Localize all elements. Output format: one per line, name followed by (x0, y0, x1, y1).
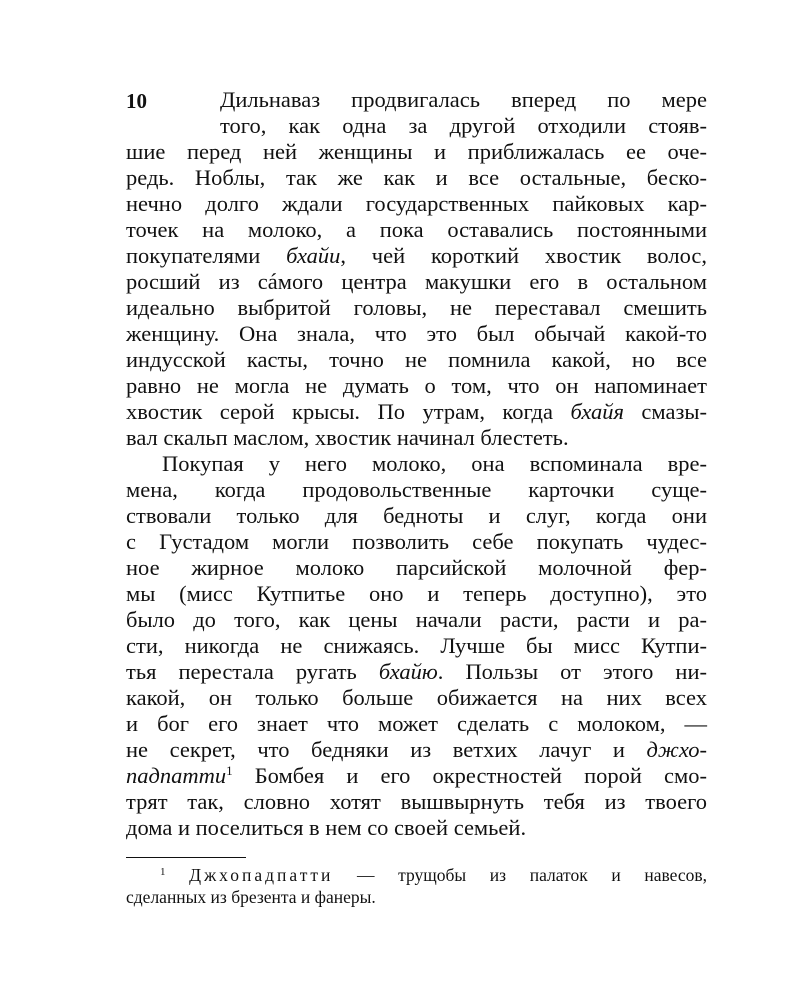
text-line (126, 243, 707, 269)
text-line: женщину. Она знала, что это был обычай какой-то (126, 321, 707, 346)
text-line: какой, он только больше обижается на них всех (126, 685, 707, 710)
text-line: индусской касты, точно не помнила какой, но все (126, 347, 707, 372)
text-line (126, 399, 707, 425)
text-line: ное жирное молоко парсийской молочной фер- (126, 555, 707, 580)
text-line: Покупая у него молоко, она вспоминала вре- (162, 451, 707, 476)
italic-term: бхайя (570, 399, 624, 424)
page-number: 10 (126, 89, 147, 113)
text-line: мена, когда продовольственные карточки суще- (126, 477, 707, 502)
text-run: , чей короткий хвостик волос, (340, 243, 708, 268)
footnote-line: сделанных из брезента и фанеры. (126, 887, 376, 907)
footnote-line (126, 864, 707, 886)
text-line: и бог его знает что может сделать с молоком, — (126, 711, 707, 736)
text-line: шие перед ней женщины и приближалась ее оче- (126, 139, 707, 164)
body-text (126, 87, 707, 841)
text-run: Бомбея и его окрестностей порой смо- (232, 763, 707, 788)
text-line: росший из cáмого центра макушки его в остальном (126, 269, 707, 294)
text-line: дома и поселиться в нем со своей семьей. (126, 815, 527, 840)
text-line: сти, никогда не снижаясь. Лучше бы мисс Кутпи- (126, 633, 707, 658)
italic-term: падпатти (126, 763, 227, 788)
text-run: смазы- (623, 399, 707, 424)
text-line: было до того, как цены начали расти, расти и ра- (126, 607, 707, 632)
text-run: . Пользы от этого ни- (437, 659, 707, 684)
footnote-ref: 1 (226, 763, 233, 778)
text-line: точек на молоко, а пока оставались постоянными (126, 217, 707, 242)
text-line: трят так, словно хотят вышвырнуть тебя из твоего (126, 789, 707, 814)
text-run: не секрет, что бедняки из ветхих лачуг и (126, 737, 647, 762)
text-run: тья перестала ругать (126, 659, 379, 684)
italic-term: бхайи (286, 243, 341, 268)
text-line: идеально выбритой головы, не переставал смешить (126, 295, 707, 320)
footnote-marker: 1 (160, 866, 166, 878)
footnote-divider (126, 857, 246, 858)
footnote (126, 864, 707, 908)
footnote-definition: — трущобы из палаток и навесов, (333, 865, 707, 885)
text-line: с Густадом могли позволить себе покупать чудес- (126, 529, 707, 554)
text-line: вал скальп маслом, хвостик начинал блестеть. (126, 425, 569, 450)
text-line: Дильнаваз продвигалась вперед по мере (220, 87, 707, 112)
text-line (126, 737, 707, 763)
text-line: ствовали только для бедноты и слуг, когда они (126, 503, 707, 528)
text-line: мы (мисс Кутпитье оно и теперь доступно), это (126, 581, 707, 606)
text-run: хвостик серой крысы. По утрам, когда (126, 399, 571, 424)
footnote-term: Джхопадпатти (189, 865, 334, 885)
text-line: редь. Ноблы, так же как и все остальные, беско- (126, 165, 707, 190)
text-line: нечно долго ждали государственных пайковых кар- (126, 191, 707, 216)
text-line (126, 763, 707, 789)
italic-term: бхайю (378, 659, 438, 684)
text-line: того, как одна за другой отходили стояв- (220, 113, 707, 138)
text-line (126, 659, 707, 685)
text-run: покупателями (126, 243, 287, 268)
italic-term: джхо- (646, 737, 707, 762)
text-line: равно не могла не думать о том, что он напоминает (126, 373, 707, 398)
